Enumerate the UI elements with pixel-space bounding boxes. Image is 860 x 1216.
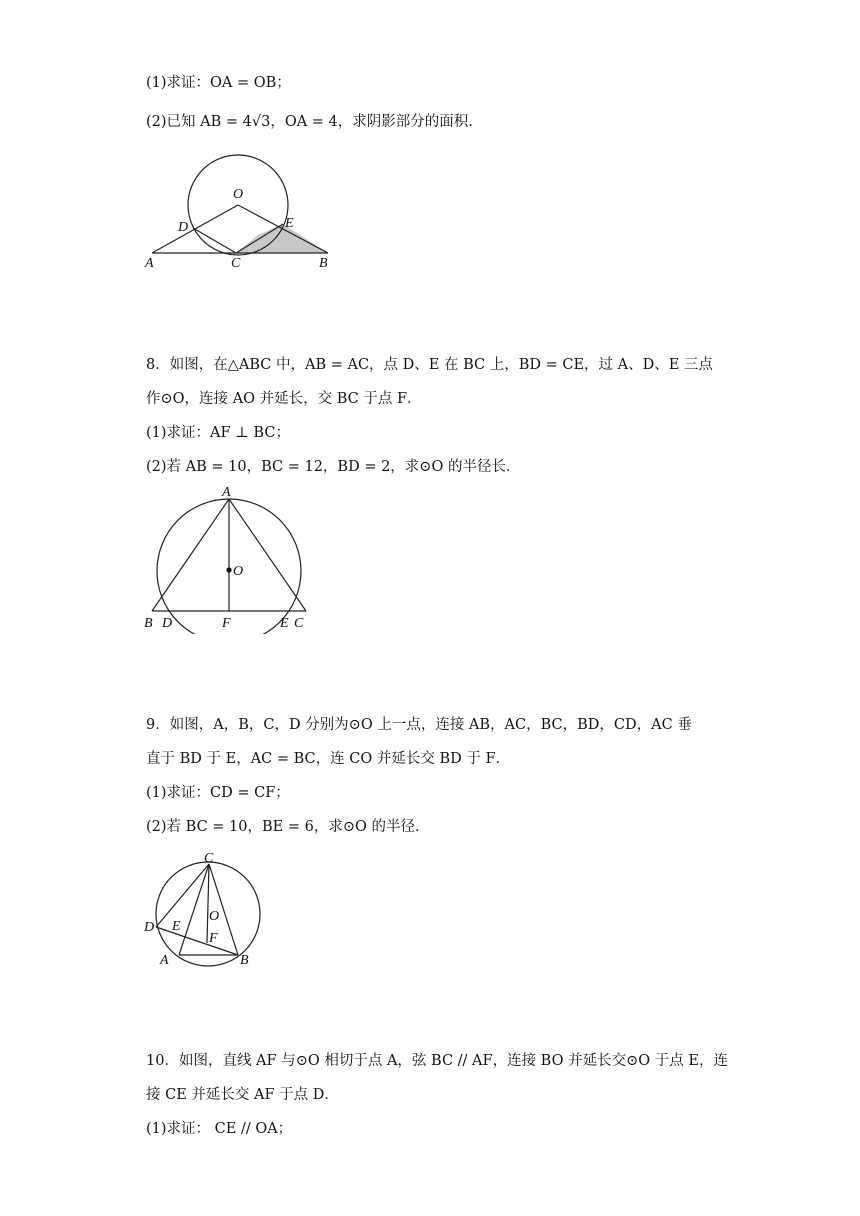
label-b: B	[144, 616, 153, 631]
problem8-statement-line1: 8．如图，在△ABC 中，AB = AC，点 D、E 在 BC 上，BD = CE，过 A、D、E 三点	[146, 357, 713, 373]
label-f: F	[209, 931, 218, 946]
problem9-statement-line1: 9．如图，A，B，C，D 分别为⊙O 上一点，连接 AB，AC，BC，BD，CD，AC 垂	[146, 717, 692, 733]
problem9-statement-line2: 直于 BD 于 E，AC = BC，连 CO 并延长交 BD 于 F．	[146, 751, 511, 767]
label-e: E	[172, 919, 181, 934]
label-b: B	[240, 953, 249, 968]
problem9-figure	[140, 848, 270, 970]
label-e: E	[280, 616, 289, 631]
label-a: A	[145, 256, 154, 271]
segment-ac	[229, 499, 306, 611]
segment-ab	[152, 499, 229, 611]
label-d: D	[178, 220, 189, 235]
label-d: D	[144, 920, 155, 935]
label-e: E	[285, 216, 294, 231]
center-point	[226, 567, 231, 572]
label-a: A	[222, 485, 231, 500]
problem8-part1: (1)求证：AF ⊥ BC；	[146, 425, 290, 441]
problem8-part2: (2)若 AB = 10，BC = 12，BD = 2，求⊙O 的半径长．	[146, 459, 521, 475]
label-c: C	[294, 616, 304, 631]
problem10-statement-line2: 接 CE 并延长交 AF 于点 D．	[146, 1087, 339, 1103]
problem8-figure	[140, 478, 320, 634]
label-f: F	[222, 616, 231, 631]
problem7-figure	[140, 150, 340, 275]
segment-cd	[156, 864, 209, 927]
label-o: O	[233, 187, 244, 202]
segment-ca	[179, 864, 209, 955]
segment-db	[156, 927, 238, 955]
label-c: C	[231, 256, 241, 271]
label-d: D	[162, 616, 173, 631]
problem9-part1: (1)求证：CD = CF；	[146, 785, 290, 801]
label-b: B	[319, 256, 328, 271]
problem10-part1: (1)求证： CE // OA；	[146, 1121, 293, 1137]
problem7-part1: (1)求证：OA = OB；	[146, 75, 291, 91]
problem7-part2: (2)已知 AB = 4√3，OA = 4，求阴影部分的面积.	[146, 114, 473, 130]
label-o: O	[233, 564, 244, 579]
problem8-statement-line2: 作⊙O，连接 AO 并延长，交 BC 于点 F．	[146, 391, 422, 407]
label-o: O	[209, 909, 220, 924]
label-a: A	[160, 953, 169, 968]
label-c: C	[204, 851, 214, 866]
problem10-statement-line1: 10．如图，直线 AF 与⊙O 相切于点 A，弦 BC // AF，连接 BO 并延长交⊙O 于点 E，连	[146, 1053, 728, 1069]
problem9-part2: (2)若 BC = 10，BE = 6，求⊙O 的半径．	[146, 819, 430, 835]
